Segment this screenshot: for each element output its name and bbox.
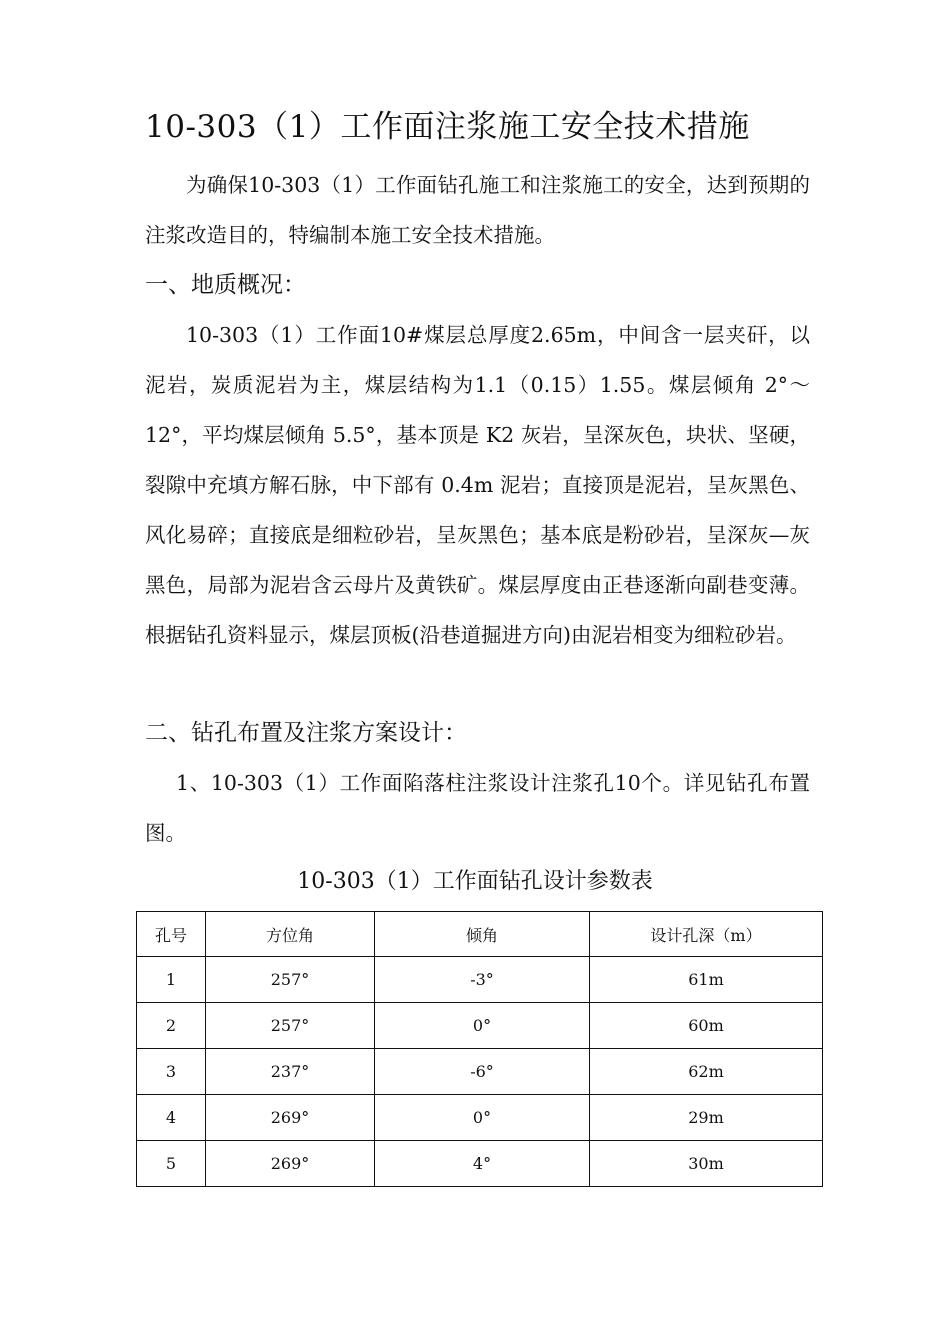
cell-inclination: 0° [375, 1095, 590, 1141]
table-header-row [137, 912, 823, 957]
table-row [137, 1003, 823, 1049]
cell-hole-number: 5 [137, 1141, 206, 1187]
header-hole-number: 孔号 [137, 912, 206, 957]
table-row [137, 1095, 823, 1141]
cell-design-depth: 62m [590, 1049, 823, 1095]
cell-design-depth: 61m [590, 957, 823, 1003]
cell-hole-number: 4 [137, 1095, 206, 1141]
cell-azimuth: 269° [206, 1095, 375, 1141]
cell-azimuth: 237° [206, 1049, 375, 1095]
table-row [137, 1049, 823, 1095]
drill-parameter-table [136, 911, 823, 1187]
cell-hole-number: 2 [137, 1003, 206, 1049]
cell-inclination: -6° [375, 1049, 590, 1095]
cell-design-depth: 29m [590, 1095, 823, 1141]
table-title: 10-303（1）工作面钻孔设计参数表 [297, 869, 653, 894]
cell-azimuth: 257° [206, 1003, 375, 1049]
table-row [137, 1141, 823, 1187]
cell-inclination: 0° [375, 1003, 590, 1049]
section1-paragraph: 10-303（1）工作面10#煤层总厚度2.65m，中间含一层夹矸，以泥岩，炭质泥岩为主，煤层结构为1.1（0.15）1.55。煤层倾角 2°～12°，平均煤层倾角 5.5°，基本顶是 K2 灰岩，呈深灰色，块状、坚硬，裂隙中充填方解石脉，中下部有 0.4m 泥岩；直接顶是泥岩，呈灰黑色、风化易碎；直接底是细粒砂岩，呈灰黑色；基本底是粉砂岩，呈深灰—灰黑色，局部为泥岩含云母片及黄铁矿。煤层厚度由正巷逐渐向副巷变薄。根据钻孔资料显示，煤层顶板(沿巷道掘进方向)由泥岩相变为细粒砂岩。 [145, 323, 810, 647]
header-inclination: 倾角 [375, 912, 590, 957]
cell-design-depth: 60m [590, 1003, 823, 1049]
section2-heading: 二、钻孔布置及注浆方案设计： [145, 720, 467, 746]
cell-hole-number: 3 [137, 1049, 206, 1095]
intro-paragraph: 为确保10-303（1）工作面钻孔施工和注浆施工的安全，达到预期的注浆改造目的，特编制本施工安全技术措施。 [145, 173, 810, 247]
table-row [137, 957, 823, 1003]
cell-inclination: 4° [375, 1141, 590, 1187]
cell-hole-number: 1 [137, 957, 206, 1003]
cell-azimuth: 257° [206, 957, 375, 1003]
cell-design-depth: 30m [590, 1141, 823, 1187]
cell-inclination: -3° [375, 957, 590, 1003]
document-title: 10-303（1）工作面注浆施工安全技术措施 [145, 109, 750, 145]
section2-item1: 1、10-303（1）工作面陷落柱注浆设计注浆孔10个。详见钻孔布置图。 [145, 771, 810, 845]
section1-heading: 一、地质概况： [145, 272, 306, 298]
cell-azimuth: 269° [206, 1141, 375, 1187]
header-azimuth: 方位角 [206, 912, 375, 957]
header-design-depth: 设计孔深（m） [590, 912, 823, 957]
